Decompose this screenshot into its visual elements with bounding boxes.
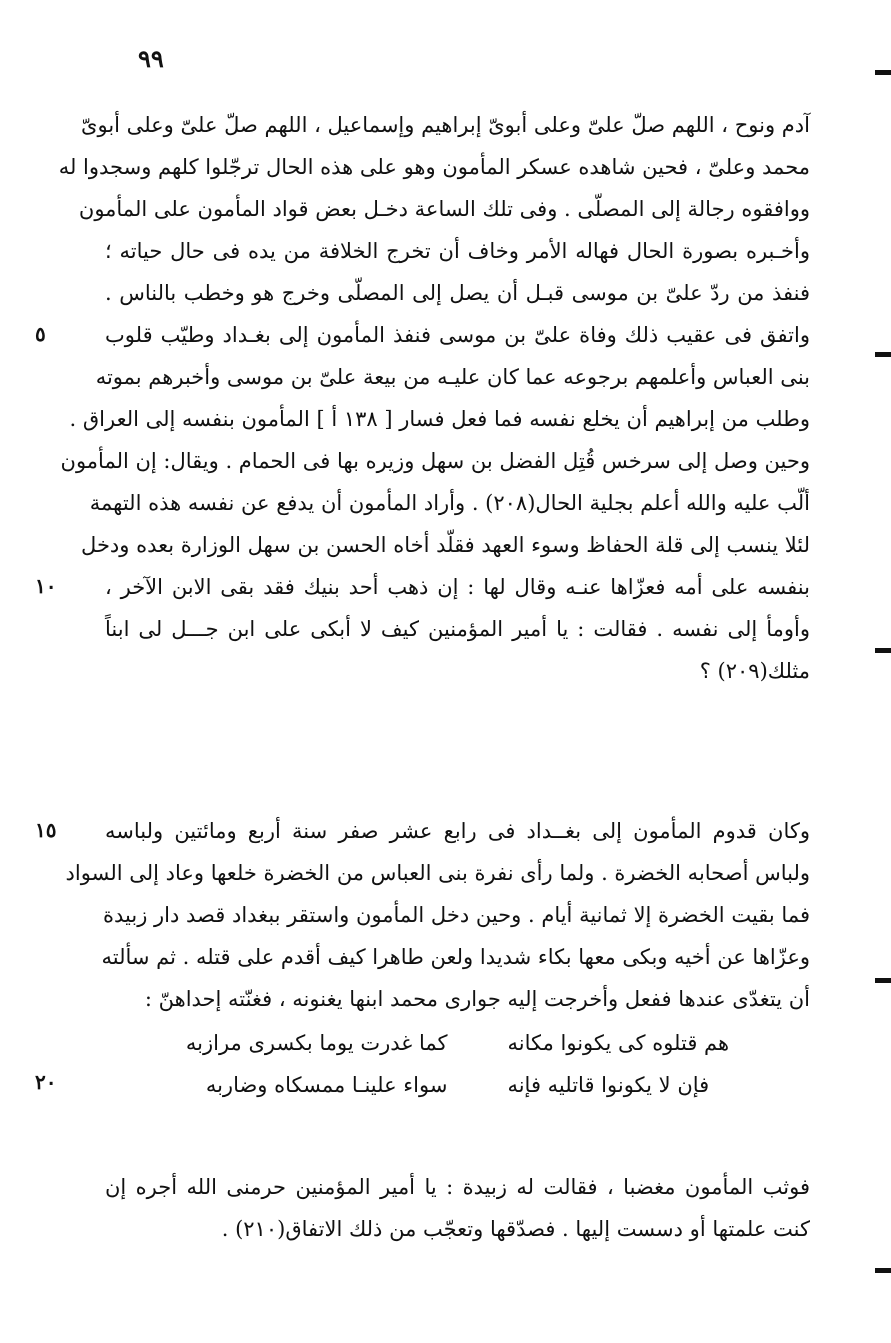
text-line: فوثب المأمون مغضبا ، فقالت له زبيدة : يا أمير المؤمنين حرمنى الله أجره إن xyxy=(105,1175,810,1199)
text-line: ولباس أصحابه الخضرة . ولما رأى نفرة بنى العباس من الخضرة خلعها وعاد إلى السواد xyxy=(65,861,810,885)
text-line: وكان قدوم المأمون إلى بغــداد فى رابع عشر صفر سنة أربع ومائتين ولباسه xyxy=(105,819,810,843)
text-line: محمد وعلىّ ، فحين شاهده عسكر المأمون وهو على هذه الحال ترجّلوا كلهم وسجدوا له xyxy=(58,155,810,179)
text-line: وحين وصل إلى سرخس قُتِل الفضل بن سهل وزيره بها فى الحمام . ويقال: إن المأمون xyxy=(60,449,810,473)
verse-hemistich: فإن لا يكونوا قاتليه فإنه xyxy=(507,1073,710,1097)
text-line: وأومأ إلى نفسه . فقالت : يا أمير المؤمنين كيف لا أبكى على ابن جـــل لى ابناً xyxy=(105,617,810,641)
text-line: ووافقوه رجالة إلى المصلّى . وفى تلك الساعة دخـل بعض قواد المأمون على المأمون xyxy=(78,197,810,221)
text-line: بنى العباس وأعلمهم برجوعه عما كان عليـه من بيعة علىّ بن موسى وأخبرهم بموته xyxy=(95,365,810,389)
text-line: بنفسه على أمه فعزّاها عنـه وقال لها : إن ذهب أحد بنيك فقد بقى الابن الآخر ، xyxy=(105,575,810,599)
verse-hemistich: هم قتلوه كى يكونوا مكانه xyxy=(507,1031,730,1055)
text-line: وأخـبره بصورة الحال فهاله الأمر وخاف أن تخرج الخلافة من يده فى حال حياته ؛ xyxy=(105,239,810,263)
poem xyxy=(105,1022,810,1106)
text-line: أن يتغدّى عندها ففعل وأخرجت إليه جوارى محمد ابنها يغنونه ، فغنّته إحداهنّ : xyxy=(144,987,810,1011)
text-line: فنفذ من ردّ علىّ بن موسى قبـل أن يصل إلى المصلّى وخرج هو وخطب بالناس . xyxy=(105,281,810,305)
verse-hemistich: سواء علينـا ممسكاه وضاربه xyxy=(205,1073,448,1097)
verse-line xyxy=(105,1022,810,1064)
text-line: وعزّاها عن أخيه وبكى معها بكاء شديدا ولعن طاهرا كيف أقدم على قتله . ثم سألته xyxy=(101,945,810,969)
paragraph-1 xyxy=(58,104,810,692)
edge-mark xyxy=(875,1268,891,1273)
text-line: وطلب من إبراهيم أن يخلع نفسه فما فعل فسار [ ١٣٨ أ ] المأمون بنفسه إلى العراق . xyxy=(69,407,810,431)
text-line: لئلا ينسب إلى قلة الحفاظ وسوء العهد فقلّد أخاه الحسن بن سهل الوزارة بعده ودخل xyxy=(81,533,810,557)
verse-line xyxy=(105,1064,810,1106)
paragraph-2 xyxy=(65,810,810,1020)
edge-mark xyxy=(875,70,891,75)
margin-line-number: ٢٠ xyxy=(35,1070,57,1094)
margin-line-number: ١٠ xyxy=(35,574,57,598)
edge-mark xyxy=(875,352,891,357)
text-line: كنت علمتها أو دسست إليها . فصدّقها وتعجّب من ذلك الاتفاق(٢١٠) . xyxy=(221,1217,810,1241)
text-line: واتفق فى عقيب ذلك وفاة علىّ بن موسى فنفذ المأمون إلى بغـداد وطيّب قلوب xyxy=(105,323,810,347)
edge-mark xyxy=(875,648,891,653)
edge-mark xyxy=(875,978,891,983)
margin-line-number: ٥ xyxy=(35,322,46,346)
paragraph-3 xyxy=(105,1166,810,1250)
text-line: فما بقيت الخضرة إلا ثمانية أيام . وحين دخل المأمون واستقر ببغداد قصد دار زبيدة xyxy=(103,903,810,927)
text-line: مثلك(٢٠٩) ؟ xyxy=(699,659,810,683)
verse-hemistich: كما غدرت يوما بكسرى مرازبه xyxy=(185,1031,448,1055)
text-line: ألّب عليه والله أعلم بجلية الحال(٢٠٨) . وأراد المأمون أن يدفع عن نفسه هذه التهمة xyxy=(89,491,810,515)
page-number: ٩٩ xyxy=(138,44,164,73)
margin-line-number: ١٥ xyxy=(35,818,57,842)
text-line: آدم ونوح ، اللهم صلّ علىّ وعلى أبوىّ إبراهيم وإسماعيل ، اللهم صلّ علىّ وعلى أبوىّ xyxy=(81,113,810,137)
